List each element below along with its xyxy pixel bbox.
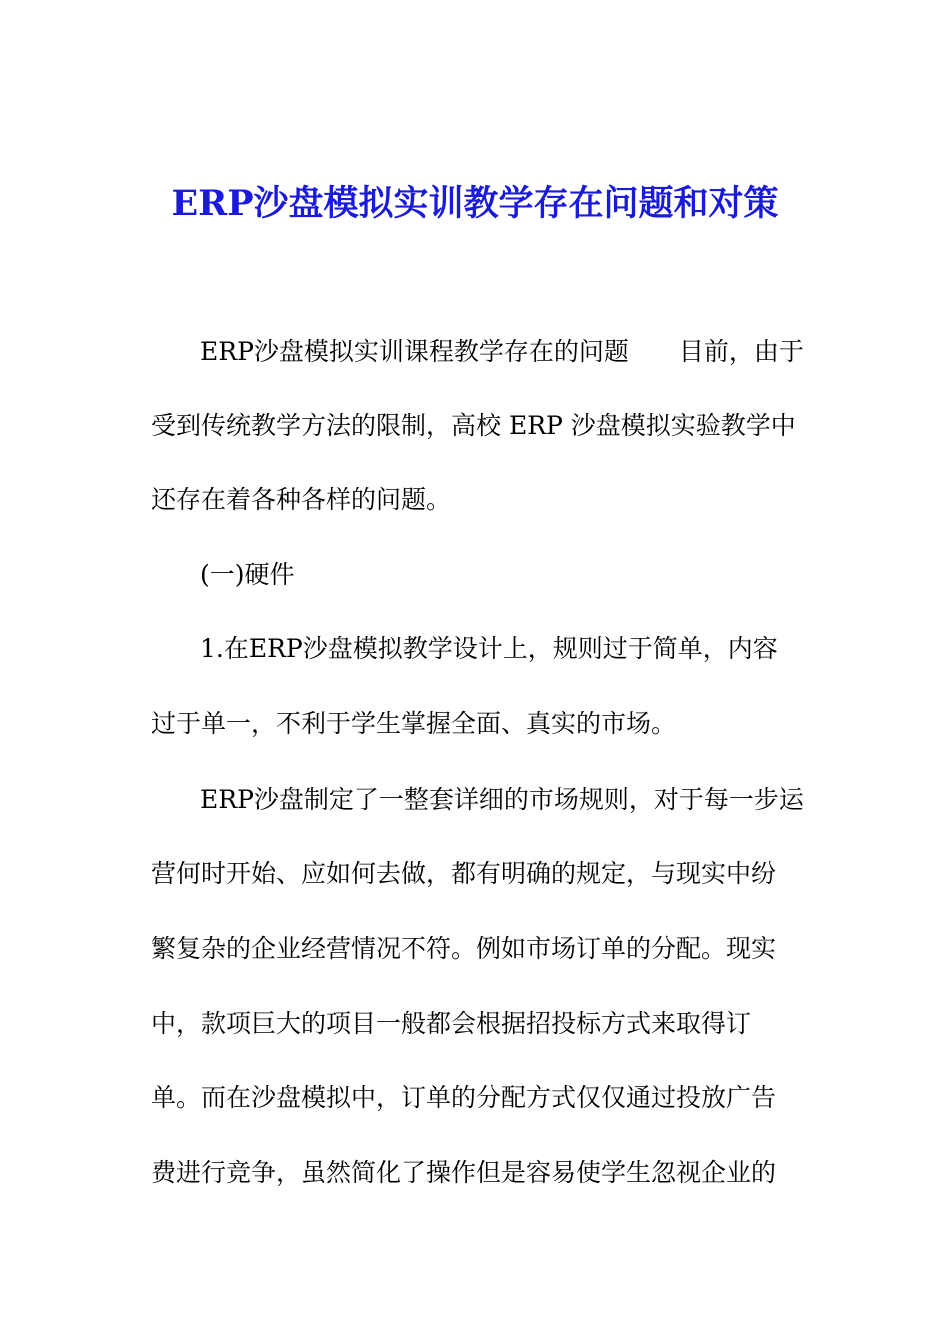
section-heading: (一)硬件 <box>200 560 295 589</box>
paragraph-line: 费进行竞争，虽然简化了操作但是容易使学生忽视企业的 <box>151 1158 777 1187</box>
paragraph-text: 目前，由于 <box>678 337 804 366</box>
paragraph-line <box>200 334 804 370</box>
paragraph-line: ERP沙盘制定了一整套详细的市场规则，对于每一步运 <box>200 785 804 814</box>
section-heading-inline: ERP沙盘模拟实训课程教学存在的问题 <box>200 337 629 366</box>
paragraph-line: 过于单一，不利于学生掌握全面、真实的市场。 <box>151 709 677 738</box>
document-title: ERP沙盘模拟实训教学存在问题和对策 <box>171 183 779 224</box>
paragraph-line: 还存在着各种各样的问题。 <box>151 485 452 514</box>
paragraph-line: 中，款项巨大的项目一般都会根据招投标方式来取得订 <box>151 1009 752 1038</box>
paragraph-line: 受到传统教学方法的限制，高校 ERP 沙盘模拟实验教学中 <box>151 411 796 440</box>
paragraph-line: 单。而在沙盘模拟中，订单的分配方式仅仅通过投放广告 <box>151 1083 777 1112</box>
paragraph-line: 营何时开始、应如何去做，都有明确的规定，与现实中纷 <box>151 859 777 888</box>
paragraph-line: 繁复杂的企业经营情况不符。例如市场订单的分配。现实 <box>151 934 777 963</box>
paragraph-line: 1.在ERP沙盘模拟教学设计上，规则过于简单，内容 <box>200 634 778 663</box>
